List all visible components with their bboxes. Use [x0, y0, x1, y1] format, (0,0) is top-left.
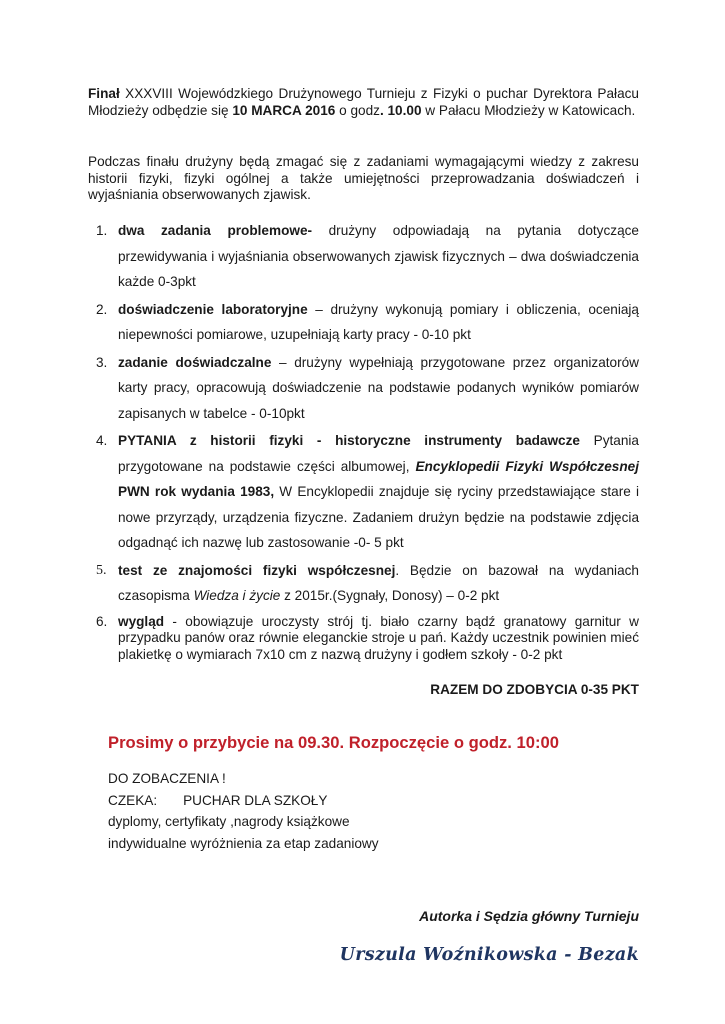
task-title: doświadczenie laboratoryjne	[118, 301, 308, 317]
task-item-2	[88, 297, 639, 348]
task-title: PYTANIA z historii fizyki - historyczne instrumenty badawcze	[118, 433, 580, 448]
intro-paragraph-final	[88, 86, 639, 119]
task-item-5	[88, 558, 639, 609]
prize-value: PUCHAR DLA SZKOŁY	[183, 792, 328, 808]
intro-paragraph-tasks: Podczas finału drużyny będą zmagać się z zadaniami wymagającymi wiedzy z zakresu historii fizyki, fizyki ogólnej a także umiejętności przeprowadzania doświadczeń i wyjaśniania obserwowanych zjawisk.	[88, 154, 639, 202]
task-description-cont: z 2015r.(Sygnały, Donosy) – 0-2 pkt	[280, 588, 500, 603]
awards-line: dyplomy, certyfikaty ,nagrody książkowe	[108, 814, 350, 829]
task-title: zadanie doświadczalne	[118, 354, 272, 370]
encyclopedia-title: Encyklopedii Fizyki Współczesnej	[415, 458, 639, 474]
task-title: wygląd	[118, 613, 165, 629]
task-description: - obowiązuje uroczysty strój tj. biało czarny bądź granatowy garnitur w przypadku panów oraz równie eleganckie stroje u pań. Każdy uczestnik powinien mieć plakietkę o wymiarach 7x10 cm z nazwą drużyny i godłem szkoły - 0-2 pkt	[118, 613, 639, 662]
intro-final-label: Finał	[88, 86, 120, 101]
task-description-cont: W Encyklopedii znajduje się ryciny przedstawiające stare i nowe przyrządy, urządzenia fizyczne. Zadaniem drużyn będzie na podstawie zdjęcia odgadnąć ich nazwę lub zastosowanie -0- 5 pkt	[118, 484, 640, 550]
task-number: 4.	[96, 433, 108, 448]
task-item-6	[88, 614, 639, 664]
task-number: 5.	[96, 562, 107, 578]
task-description: Pytania przygotowane na podstawie części albumowej,	[118, 433, 639, 474]
intro-date: 10 MARCA 2016	[232, 102, 336, 118]
task-item-4	[88, 428, 639, 556]
points-total: RAZEM DO ZDOBYCIA 0-35 PKT	[430, 682, 639, 697]
task-item-1	[88, 218, 639, 295]
task-number: 2.	[96, 301, 108, 317]
distinctions-line: indywidualne wyróżnienia za etap zadaniowy	[108, 835, 379, 851]
task-number: 6.	[96, 613, 108, 629]
prize-line	[108, 790, 628, 812]
task-item-3	[88, 350, 639, 427]
see-you-line: DO ZOBACZENIA !	[108, 771, 226, 786]
task-number: 3.	[96, 354, 108, 370]
signature-role: Autorka i Sędzia główny Turnieju	[419, 908, 639, 924]
magazine-title: Wiedza i życie	[193, 588, 281, 603]
intro-time: . 10.00	[379, 102, 422, 118]
task-description: – drużyny wykonują pomiary i obliczenia, oceniają niepewności pomiarowe, uzupełniają karty pracy - 0-10 pkt	[118, 301, 639, 342]
closing-notes	[108, 768, 628, 854]
task-title: dwa zadania problemowe-	[118, 223, 313, 238]
task-number: 1.	[96, 223, 108, 238]
intro-text-1: XXXVIII Wojewódzkiego Drużynowego Turnieju z Fizyki o puchar Dyrektora Pałacu Młodzieży odbędzie się	[88, 86, 639, 118]
intro-text-2: o godz	[335, 102, 380, 118]
task-title: test ze znajomości fizyki współczesnej	[118, 562, 396, 578]
signature-name: Urszula Woźnikowska - Bezak	[339, 945, 639, 965]
arrival-notice: Prosimy o przybycie na 09.30. Rozpoczęcie o godz. 10:00	[108, 733, 559, 752]
task-description: – drużyny wypełniają przygotowane przez organizatorów karty pracy, opracowują doświadczenie na podstawie podanych wyników pomiarów zapisanych w tabelce - 0-10pkt	[118, 354, 640, 421]
task-description: drużyny odpowiadają na pytania dotyczące przewidywania i wyjaśniania obserwowanych zjawisk fizycznych – dwa doświadczenia każde 0-3pkt	[118, 223, 639, 289]
intro-text-3: w Pałacu Młodzieży w Katowicach.	[421, 102, 636, 118]
prize-label: CZEKA:	[108, 792, 158, 808]
encyclopedia-edition: PWN rok wydania 1983,	[118, 484, 275, 499]
task-list	[88, 218, 639, 663]
task-description: . Będzie on bazował na wydaniach czasopisma	[118, 562, 639, 603]
